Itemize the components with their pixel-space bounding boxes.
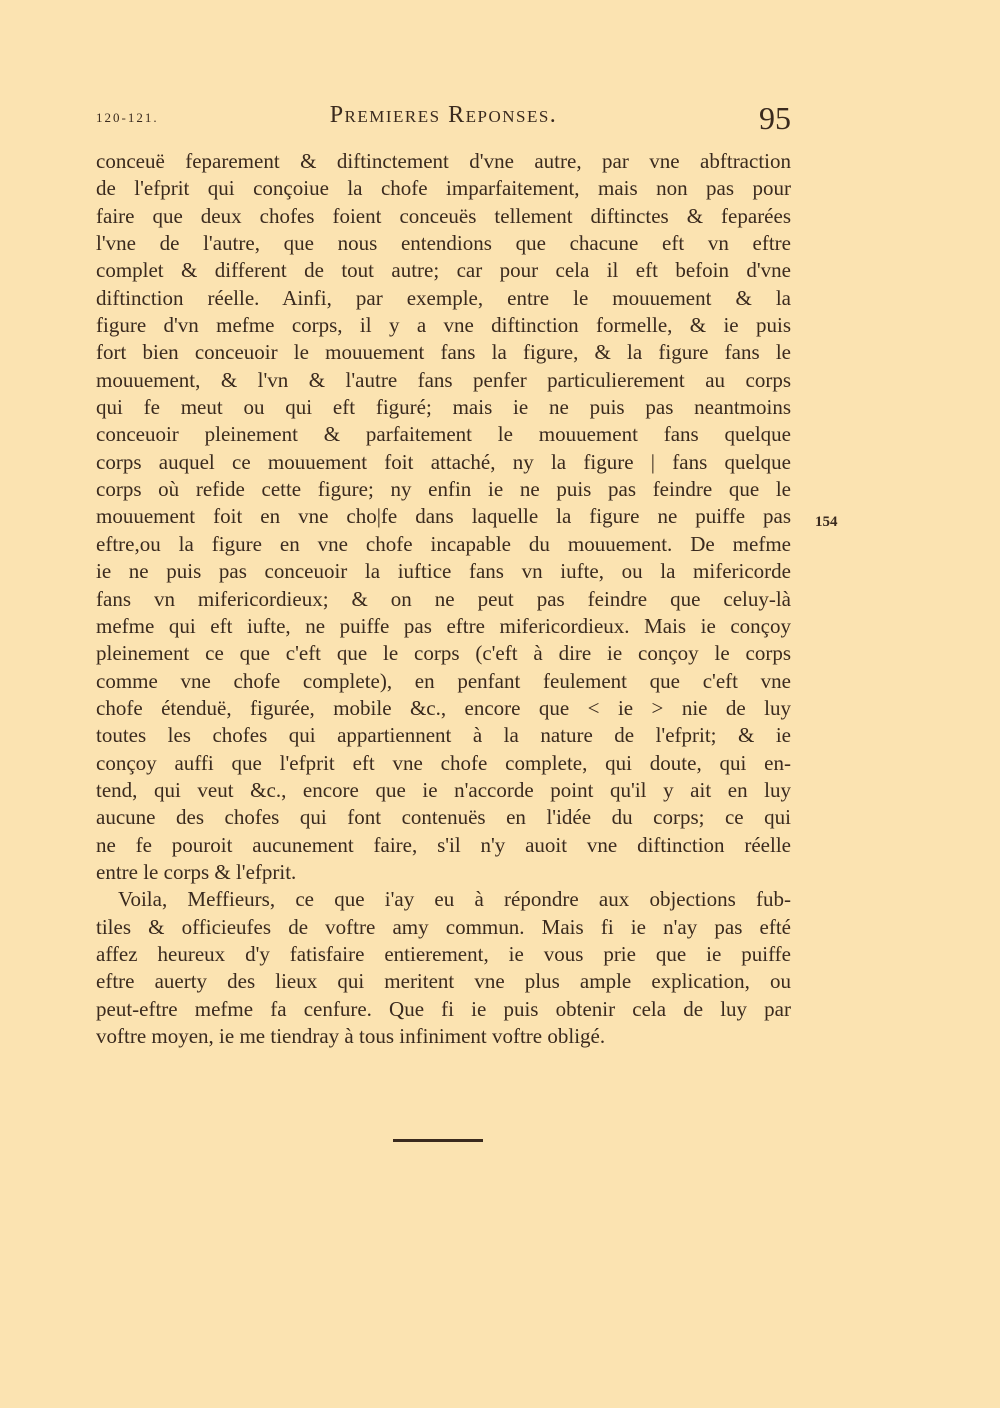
text-line: corps où refide cette figure; ny enfin ie ne puis pas feindre que le xyxy=(96,477,791,502)
text-line: mefme qui eft iufte, ne puiffe pas eftre mifericordieux. Mais ie conçoy xyxy=(96,613,791,638)
text-line: toutes les chofes qui appartiennent à la nature de l'efprit; & ie xyxy=(96,723,791,748)
text-line: faire que deux chofes foient conceuës tellement diftinctes & feparées xyxy=(96,203,791,228)
margin-page-reference: 154 xyxy=(815,514,838,530)
text-line: de l'efprit qui conçoiue la chofe imparfaitement, mais non pas pour xyxy=(96,176,791,201)
text-line: ne fe pouroit aucunement faire, s'il n'y auoit vne diftinction réelle xyxy=(96,832,791,857)
page-number: 95 xyxy=(759,100,791,136)
text-line: affez heureux d'y fatisfaire entierement, ie vous prie que ie puiffe xyxy=(96,941,791,966)
text-line: complet & different de tout autre; car pour cela il eft befoin d'vne xyxy=(96,258,791,283)
text-line: pleinement ce que c'eft que le corps (c'eft à dire ie conçoy le corps xyxy=(96,641,791,666)
text-line: conceuë feparement & diftinctement d'vne autre, par vne abftraction xyxy=(96,149,791,173)
text-line: entre le corps & l'efprit. xyxy=(96,859,297,884)
text-line: mouuement, & l'vn & l'autre fans penfer particulierement au corps xyxy=(96,367,791,392)
text-line: Voila, Meffieurs, ce que i'ay eu à répondre aux objections fub- xyxy=(118,887,791,912)
text-line: tend, qui veut &c., encore que ie n'accorde point qu'il y ait en luy xyxy=(96,777,791,802)
page-reference: 120-121. xyxy=(96,110,159,125)
running-title: Premieres Reponses. xyxy=(329,102,558,128)
page-header xyxy=(96,100,791,140)
text-line: aucune des chofes qui font contenuës en l'idée du corps; ce qui xyxy=(96,805,791,830)
text-line: mouuement foit en vne cho|fe dans laquelle la figure ne puiffe pas xyxy=(96,504,791,529)
text-line: qui fe meut ou qui eft figuré; mais ie ne puis pas neantmoins xyxy=(96,395,791,420)
text-line: l'vne de l'autre, que nous entendions que chacune eft vn eftre xyxy=(96,231,791,256)
text-line: conceuoir pleinement & parfaitement le mouuement fans quelque xyxy=(96,422,791,447)
text-line: chofe étenduë, figurée, mobile &c., encore que < ie > nie de luy xyxy=(96,695,791,720)
text-line: eftre,ou la figure en vne chofe incapable du mouuement. De mefme xyxy=(96,531,791,556)
text-line: tiles & officieufes de voftre amy commun. Mais fi ie n'ay pas efté xyxy=(96,914,791,939)
text-line: figure d'vn mefme corps, il y a vne diftinction formelle, & ie puis xyxy=(96,313,791,338)
body-text xyxy=(96,148,791,1050)
text-line: eftre auerty des lieux qui meritent vne plus ample explication, ou xyxy=(96,969,791,994)
text-line: voftre moyen, ie me tiendray à tous infiniment voftre obligé. xyxy=(96,1024,606,1048)
text-line: diftinction réelle. Ainfi, par exemple, entre le mouuement & la xyxy=(96,285,791,310)
text-line: comme vne chofe complete), en penfant feulement que c'eft vne xyxy=(96,668,791,693)
text-line: ie ne puis pas conceuoir la iuftice fans vn iufte, ou la mifericorde xyxy=(96,559,791,584)
text-line: corps auquel ce mouuement foit attaché, ny la figure | fans quelque xyxy=(96,449,791,474)
end-rule xyxy=(393,1139,483,1142)
text-line: fort bien conceuoir le mouuement fans la figure, & la figure fans le xyxy=(96,340,791,365)
text-line: fans vn mifericordieux; & on ne peut pas feindre que celuy-là xyxy=(96,586,791,611)
text-line: peut-eftre mefme fa cenfure. Que fi ie puis obtenir cela de luy par xyxy=(96,996,791,1021)
text-line: conçoy auffi que l'efprit eft vne chofe complete, qui doute, qui en- xyxy=(96,750,791,775)
